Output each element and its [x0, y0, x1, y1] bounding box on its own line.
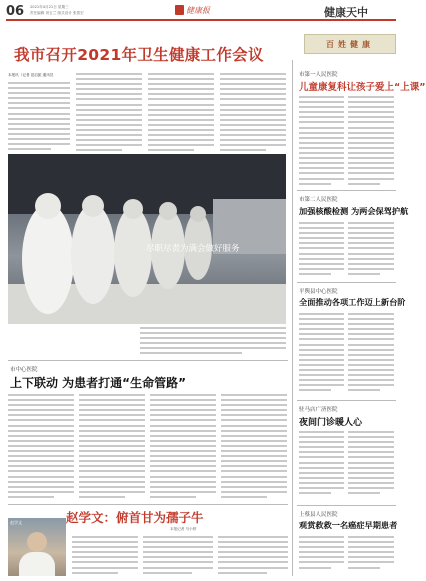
right-article-2-col-2: [348, 222, 394, 279]
mid-article-title: 上下联动 为患者打通“生命管路”: [10, 376, 186, 390]
right-article-5-col-1: [299, 536, 344, 576]
right-article-5-col-2: [348, 536, 394, 576]
mid-column-4: [221, 394, 287, 502]
right-article-1-title: 儿童康复科让孩子爱上“上课”: [299, 82, 426, 93]
right-article-2-kicker: 市第二人民医院: [299, 197, 338, 203]
bottom-article-byline: 本报记者 马小婷: [170, 527, 197, 531]
right-article-3-kicker: 平舆县中心医院: [299, 289, 338, 295]
portrait-figure: [27, 532, 47, 552]
photo-caption: 尽职尽责为满会做好服务: [146, 244, 240, 254]
lead-column-1: [8, 82, 70, 152]
right-article-5-title: 观赏救救一名癌症早期患者: [299, 520, 398, 530]
mid-column-2: [79, 394, 145, 502]
bottom-article-title: 赵学文：俯首甘为孺子牛: [66, 510, 204, 525]
bottom-photo: [8, 518, 66, 576]
page-number: 06: [6, 4, 25, 19]
right-article-3-col-2: [348, 313, 394, 396]
photo-caption-text: [140, 327, 286, 357]
right-divider-1: [297, 190, 396, 191]
mid-column-1: [8, 394, 74, 502]
right-article-1-col-2: [348, 96, 394, 188]
right-article-2-col-1: [299, 222, 344, 279]
side-banner-text: 百姓健康: [326, 39, 374, 49]
bottom-photo-label: 赵学文: [10, 520, 22, 525]
bottom-column-3: [218, 536, 288, 576]
bottom-column-2: [143, 536, 213, 576]
mid-divider-top: [8, 360, 288, 361]
right-divider-2: [297, 282, 396, 283]
right-article-1-kicker: 市第一人民医院: [299, 72, 338, 78]
lead-photo: [8, 154, 286, 324]
side-banner: [304, 34, 396, 54]
paper-logo: [175, 3, 235, 17]
right-article-1-col-1: [299, 96, 344, 188]
lead-headline: 我市召开2021年卫生健康工作会议: [14, 46, 264, 64]
right-article-4-col-2: [348, 431, 394, 501]
medical-staff-illustration: [8, 154, 286, 324]
mid-column-3: [150, 394, 216, 502]
bottom-divider-top: [8, 504, 288, 505]
right-column-divider: [292, 60, 293, 576]
seal-icon: [175, 5, 184, 15]
right-article-4-title: 夜间门诊暖人心: [299, 418, 363, 428]
section-name: 健康天中: [324, 6, 368, 19]
date-line: 2021年4月21日 星期三: [30, 5, 69, 9]
masthead-rule: [6, 19, 396, 21]
right-article-4-col-1: [299, 431, 344, 501]
right-divider-4: [297, 505, 396, 506]
lead-byline: 本报讯（记者 范启振 通讯员: [8, 73, 54, 77]
paper-name: 健康报: [186, 5, 210, 15]
right-article-3-col-1: [299, 313, 344, 396]
lead-column-4: [220, 73, 286, 152]
right-divider-3: [297, 400, 396, 401]
lead-column-3: [148, 73, 214, 152]
bottom-column-1: [72, 536, 138, 576]
right-article-4-kicker: 驻马店广济医院: [299, 407, 338, 413]
right-article-3-title: 全面推动各项工作迈上新台阶: [299, 297, 406, 307]
editor-line: 责任编辑 刘玉兰 版式设计 张善宏: [30, 11, 84, 15]
right-article-2-title: 加强核酸检测 为两会保驾护航: [299, 206, 409, 216]
mid-article-kicker: 市中心医院: [10, 367, 38, 373]
right-article-5-kicker: 上蔡县人民医院: [299, 512, 338, 518]
portrait-body: [19, 552, 55, 576]
lead-column-2: [76, 73, 142, 152]
